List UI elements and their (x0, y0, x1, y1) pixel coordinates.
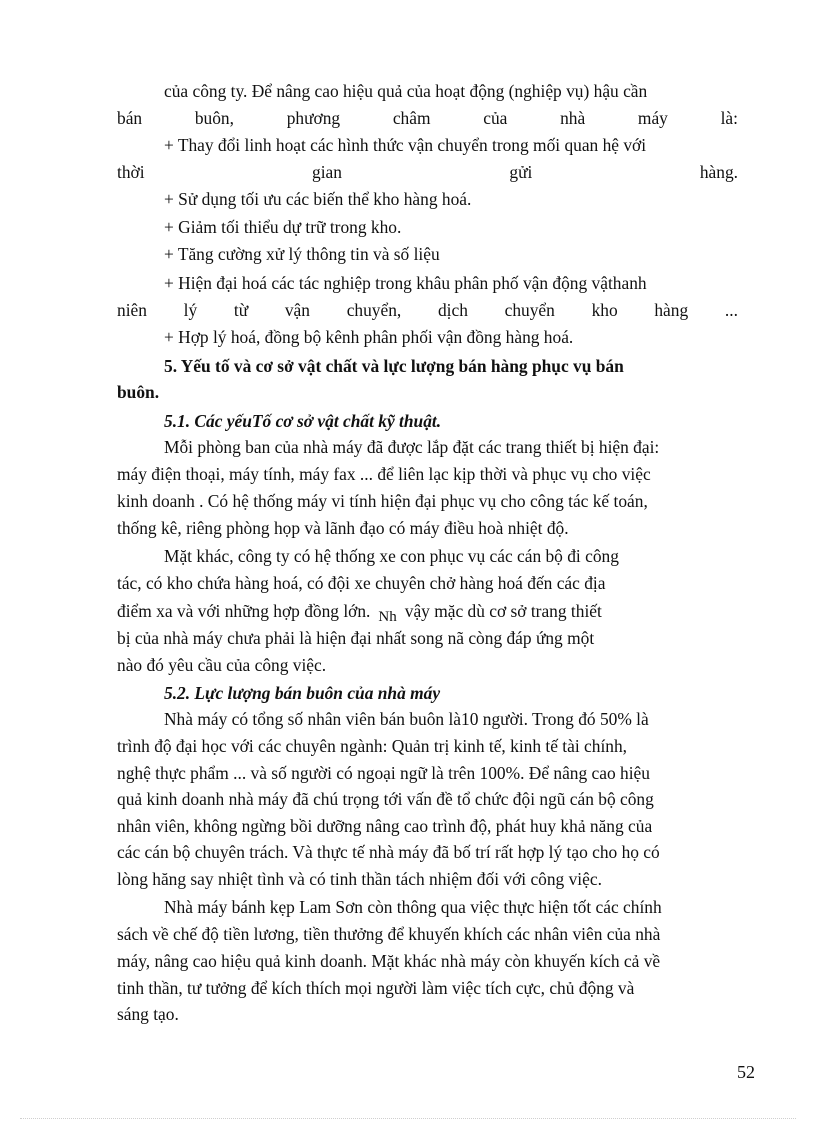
word: kho (591, 300, 618, 320)
word: chuyển (504, 300, 555, 320)
word: buôn, (194, 108, 234, 128)
word: thời (117, 162, 145, 182)
paragraph-line: trình độ đại học với các chuyên ngành: Quản trị kinh tế, kinh tế tài chính, (117, 736, 628, 756)
paragraph-line: Mặt khác, công ty có hệ thống xe con phục vụ các cán bộ đi công (164, 546, 619, 566)
word: bán (117, 108, 143, 128)
page-bottom-divider (20, 1118, 796, 1119)
word: gian (312, 162, 342, 182)
word: từ (233, 300, 249, 320)
section-heading: 5. Yếu tố và cơ sở vật chất và lực lượng bán hàng phục vụ bán (164, 356, 624, 376)
word: niên (117, 300, 147, 320)
text-line-justified (117, 299, 738, 321)
list-item: + Hợp lý hoá, đồng bộ kênh phân phối vận đồng hàng hoá. (164, 327, 574, 347)
text-fragment: vậy mặc dù cơ sở trang thiết (404, 601, 602, 621)
text-fragment: điểm xa và với những hợp đồng lớn. (117, 601, 371, 621)
word: nhà (560, 108, 586, 128)
paragraph-line: tinh thần, tư tưởng để kích thích mọi người làm việc tích cực, chủ động và (117, 978, 635, 998)
paragraph-line: bị của nhà máy chưa phải là hiện đại nhất song nã còng đáp ứng một (117, 628, 595, 648)
text-fragment-small: Nh (378, 609, 397, 625)
word: máy (637, 108, 668, 128)
list-item: + Sử dụng tối ưu các biến thể kho hàng hoá. (164, 189, 472, 209)
list-item: + Tăng cường xử lý thông tin và số liệu (164, 244, 440, 264)
paragraph-line: kinh doanh . Có hệ thống máy vi tính hiện đại phục vụ cho công tác kế toán, (117, 491, 648, 511)
paragraph-line: quả kinh doanh nhà máy đã chú trọng tới vấn đề tổ chức đội ngũ cán bộ công (117, 789, 654, 809)
text-line-justified (117, 107, 738, 129)
subsection-heading: 5.1. Các yếuTố cơ sở vật chất kỹ thuật. (164, 411, 442, 431)
paragraph-line: máy điện thoại, máy tính, máy fax ... để liên lạc kịp thời và phục vụ cho việc (117, 464, 651, 484)
text-line-justified (117, 161, 738, 183)
word: của (483, 108, 508, 128)
paragraph-line: tác, có kho chứa hàng hoá, có đội xe chuyên chở hàng hoá đến các địa (117, 573, 606, 593)
word: lý (183, 300, 198, 320)
section-heading-continued: buôn. (117, 382, 160, 402)
list-item: + Giảm tối thiểu dự trữ trong kho. (164, 217, 402, 237)
list-item: + Thay đổi linh hoạt các hình thức vận chuyển trong mối quan hệ với (164, 135, 647, 155)
word: hàng (654, 300, 689, 320)
word: ... (724, 300, 738, 320)
paragraph-line: sách về chế độ tiền lương, tiền thưởng để khuyến khích các nhân viên của nhà (117, 924, 661, 944)
word: vận (284, 300, 310, 320)
word: gửi (509, 162, 533, 182)
text-line: của công ty. Để nâng cao hiệu quả của hoạt động (nghiệp vụ) hậu cần (164, 81, 648, 101)
list-item: + Hiện đại hoá các tác nghiệp trong khâu phân phố vận động vậthanh (164, 273, 647, 293)
word: phương (286, 108, 341, 128)
paragraph-line: Nhà máy bánh kẹp Lam Sơn còn thông qua việc thực hiện tốt các chính (164, 897, 662, 917)
paragraph-line: Nhà máy có tổng số nhân viên bán buôn là10 người. Trong đó 50% là (164, 709, 649, 729)
subsection-heading: 5.2. Lực lượng bán buôn của nhà máy (164, 683, 441, 703)
word: chuyển, (346, 300, 402, 320)
paragraph-line: nghệ thực phẩm ... và số người có ngoại ngữ là trên 100%. Để nâng cao hiệu (117, 763, 650, 783)
paragraph-line: máy, nâng cao hiệu quả kinh doanh. Mặt khác nhà máy còn khuyến kích cả về (117, 951, 661, 971)
paragraph-line: sáng tạo. (117, 1004, 179, 1024)
paragraph-line: các cán bộ chuyên trách. Và thực tế nhà máy đã bố trí rất hợp lý tạo cho họ có (117, 842, 660, 862)
paragraph-line (117, 600, 738, 624)
paragraph-line: lòng hăng say nhiệt tình và có tinh thần tách nhiệm đối với công việc. (117, 869, 602, 889)
page-number: 52 (737, 1062, 755, 1082)
word: dịch (437, 300, 468, 320)
paragraph-line: nào đó yêu cầu của công việc. (117, 655, 327, 675)
word: châm (392, 108, 431, 128)
word: là: (720, 108, 738, 128)
paragraph-line: Mỗi phòng ban của nhà máy đã được lắp đặt các trang thiết bị hiện đại: (164, 437, 660, 457)
word: hàng. (699, 162, 738, 182)
paragraph-line: thống kê, riêng phòng họp và lãnh đạo có máy điều hoà nhiệt độ. (117, 518, 569, 538)
paragraph-line: nhân viên, không ngừng bồi dưỡng nâng cao trình độ, phát huy khả năng của (117, 816, 653, 836)
